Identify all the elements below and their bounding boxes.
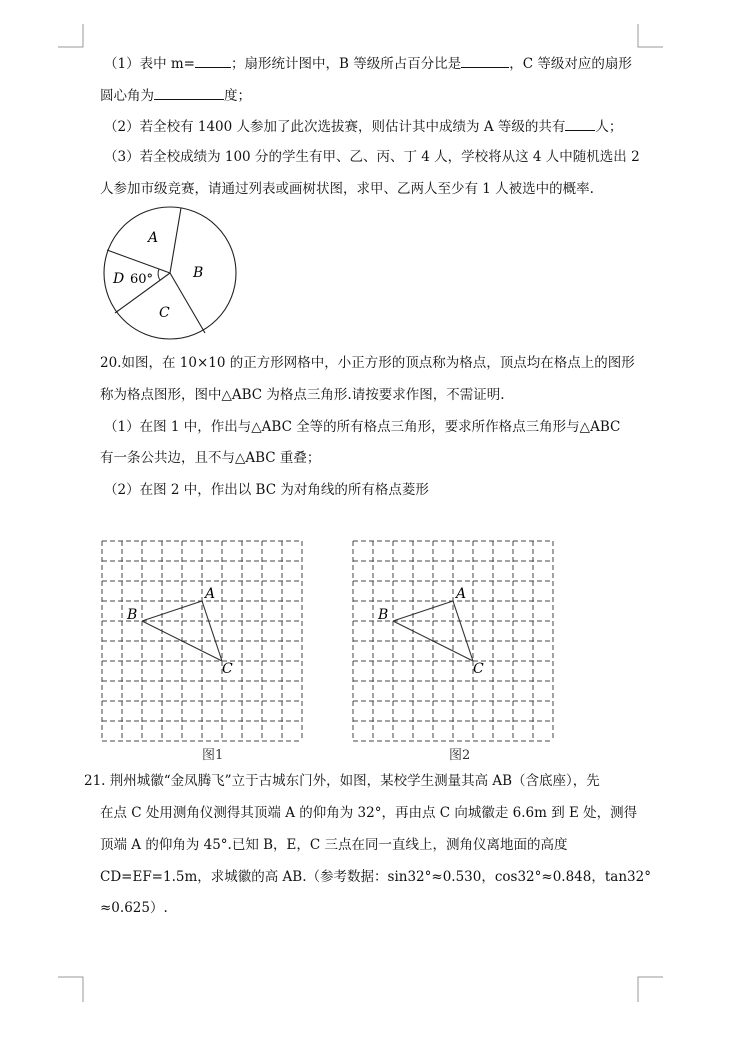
grid-figure-1 xyxy=(96,535,311,747)
vertex-label-b: B xyxy=(378,607,389,623)
q20-line-1: 20.如图，在 10×10 的正方形网格中，小正方形的顶点称为格点，顶点均在格点上的图形 xyxy=(100,355,635,371)
figure-caption-1: 图1 xyxy=(202,748,224,763)
q19-line-5: 人参加市级竞赛，请通过列表或画树状图，求甲、乙两人至少有 1 人被选中的概率. xyxy=(100,181,594,197)
answer-blank-angle xyxy=(154,86,224,100)
pie-angle-arc xyxy=(158,269,160,280)
corner-mark-top-right xyxy=(637,24,663,48)
vertex-label-a: A xyxy=(205,586,216,602)
q19-line-4: （3）若全校成绩为 100 分的学生有甲、乙、丙、丁 4 人，学校将从这 4 人中随机选出 2 xyxy=(104,149,640,165)
q21-line-1: 21. 荆州城徽“金凤腾飞”立于古城东门外，如图，某校学生测量其高 AB（含底座），先 xyxy=(84,773,600,789)
q19-line-2-a: 圆心角为 xyxy=(100,88,154,104)
q20-line-3: （1）在图 1 中，作出与△ABC 全等的所有格点三角形，要求所作格点三角形与△ABC xyxy=(104,419,621,435)
q19-line-3-b: 人； xyxy=(595,119,623,135)
triangle-side-ab xyxy=(393,601,453,621)
q20-line-5: （2）在图 2 中，作出以 BC 为对角线的所有格点菱形 xyxy=(104,482,429,498)
triangle-side-ab xyxy=(142,601,202,621)
q19-line-1-a: （1）表中 m= xyxy=(104,56,195,72)
answer-blank-a-count xyxy=(565,117,595,131)
q19-line-2-b: 度； xyxy=(224,88,251,104)
pie-divider-b-c xyxy=(170,273,205,333)
q20-line-2: 称为格点图形，图中△ABC 为格点三角形.请按要求作图，不需证明. xyxy=(100,387,505,403)
figure-caption-2: 图2 xyxy=(449,748,471,763)
vertex-label-b: B xyxy=(127,607,138,623)
pie-label-d: D xyxy=(113,271,125,287)
q21-line-4: CD=EF=1.5m，求城徽的高 AB.（参考数据：sin32°≈0.530，cos32°≈0.848，tan32° xyxy=(100,869,651,885)
grid-lines-1 xyxy=(102,541,302,741)
vertex-label-c: C xyxy=(473,661,484,677)
grid-figure-2 xyxy=(347,535,562,747)
corner-mark-bottom-left xyxy=(58,976,84,1002)
q19-line-1-c: ，C 等级对应的扇形 xyxy=(509,56,632,72)
q21-line-2: 在点 C 处用测角仪测得其顶端 A 的仰角为 32°，再由点 C 向城徽走 6.6m 到 E 处，测得 xyxy=(100,805,638,821)
answer-blank-b-percent xyxy=(461,54,509,68)
pie-label-c: C xyxy=(159,305,170,321)
grid-lines-2 xyxy=(353,541,553,741)
q19-line-2 xyxy=(100,86,251,105)
q19-line-3 xyxy=(104,117,622,136)
pie-label-b: B xyxy=(193,265,204,281)
q21-line-5: ≈0.625）. xyxy=(100,900,168,916)
corner-mark-top-left xyxy=(58,24,84,48)
pie-label-a: A xyxy=(148,230,159,246)
vertex-label-a: A xyxy=(456,586,467,602)
answer-blank-m xyxy=(195,54,231,68)
q19-line-3-a: （2）若全校有 1400 人参加了此次选拔赛，则估计其中成绩为 A 等级的共有 xyxy=(104,119,566,135)
pie-angle-label: 60° xyxy=(130,272,154,287)
q19-line-1 xyxy=(104,54,632,73)
q20-line-4: 有一条公共边，且不与△ABC 重叠； xyxy=(100,450,321,466)
vertex-label-c: C xyxy=(222,661,233,677)
q19-line-1-b: ；扇形统计图中，B 等级所占百分比是 xyxy=(231,56,462,72)
pie-divider-a-b xyxy=(170,208,181,273)
pie-divider-d-a xyxy=(107,250,170,273)
pie-figure xyxy=(96,205,246,341)
q21-line-3: 顶端 A 的仰角为 45°.已知 B，E，C 三点在同一直线上，测角仪离地面的高度 xyxy=(100,837,568,853)
corner-mark-bottom-right xyxy=(637,976,663,1002)
